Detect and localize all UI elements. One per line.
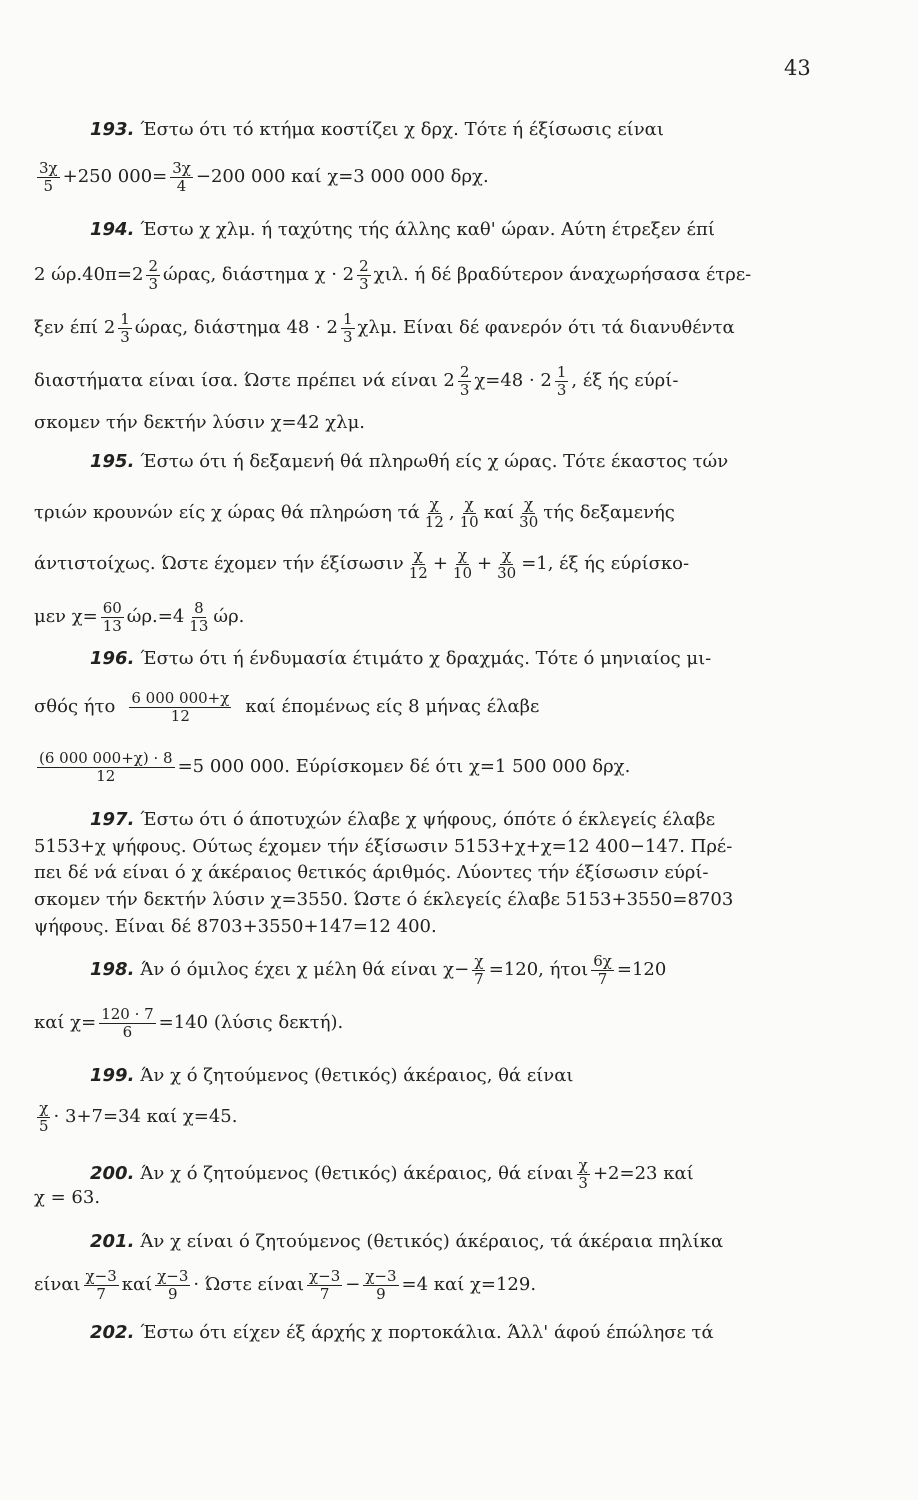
fraction <box>407 547 430 582</box>
text: καί <box>121 1274 153 1295</box>
problem-195-line-3: άντιστοίχως. Ώστε έχομεν τήν έξίσωσιν $\frac{\chi}{12}$ + $\frac{\chi}{10}$ + $\frac{\chi}{30}$ =1, έξ ής εύρίσκο- <box>34 545 690 582</box>
text: χιλ. ή δέ βραδύτερον άναχωρήσασα έτρε- <box>373 264 752 285</box>
text: , έξ ής εύρί- <box>571 370 679 391</box>
denominator: 3 <box>148 274 158 293</box>
text: ώρας, διάστημα 48 · 2 <box>134 317 338 338</box>
denominator: 12 <box>96 766 116 785</box>
problem-194-line-2 <box>34 258 854 292</box>
numerator: 120 · 7 <box>101 1004 154 1023</box>
problem-198-line-2 <box>34 1006 854 1040</box>
problem-193-line-2 <box>34 160 854 194</box>
numerator: 1 <box>342 309 353 328</box>
problem-number: 195. <box>90 451 135 472</box>
numerator: 1 <box>120 309 130 328</box>
problem-number: 197. <box>90 809 135 830</box>
numerator: 6 000 000+χ <box>131 688 230 707</box>
text: · 3+7=34 καί χ=45. <box>53 1106 238 1127</box>
denominator: 3 <box>359 274 369 293</box>
numerator: χ−3 <box>309 1266 341 1285</box>
problem-number: 198. <box>90 959 135 980</box>
text: ώρας, διάστημα χ · 2 <box>162 264 355 285</box>
text: =5 000 000. Εύρίσκομεν δέ ότι χ=1 500 000 δρχ. <box>177 756 631 777</box>
numerator: χ <box>39 1098 49 1117</box>
numerator: 2 <box>459 362 470 381</box>
numerator: 2 <box>148 256 158 275</box>
denominator: 13 <box>102 616 122 635</box>
text: 5153+χ ψήφους. Ούτως έχομεν τήν έξίσωσιν 5153+χ+χ=12 400−147. Πρέ- <box>34 836 733 857</box>
text: +250 000= <box>62 166 168 187</box>
text: Έστω χ χλμ. ή ταχύτης τής άλλης καθ' ώραν. Αύτη έτρεξεν έπί <box>140 219 715 240</box>
numerator: χ <box>429 494 439 513</box>
text: Άν ό όμιλος έχει χ μέλη θά είναι χ− <box>140 959 470 980</box>
fraction <box>363 1268 398 1303</box>
text: Έστω ότι τό κτήμα κοστίζει χ δρχ. Τότε ή έξίσωσις είναι <box>140 119 664 140</box>
problem-number: 194. <box>90 219 135 240</box>
problem-195-line-4 <box>34 600 854 634</box>
problem-197-line-5 <box>34 910 854 944</box>
problem-200-line-2 <box>34 1181 854 1215</box>
numerator: χ <box>464 494 474 513</box>
numerator: χ <box>457 545 467 564</box>
fraction <box>307 1268 342 1303</box>
problem-199-line-2 <box>34 1100 854 1134</box>
text: Έστω ότι ή δεξαμενή θά πληρωθή είς χ ώρας. Τότε έκαστος τών <box>140 451 729 472</box>
problem-196-line-1 <box>90 642 854 676</box>
denominator: 7 <box>96 1284 106 1303</box>
denominator: 10 <box>459 512 479 531</box>
problem-number: 202. <box>90 1322 135 1343</box>
text: πει δέ νά είναι ό χ άκέραιος θετικός άριθμός. Λύοντες τήν έξίσωσιν εύρί- <box>34 862 709 883</box>
text: τής δεξαμενής <box>543 502 675 523</box>
fraction <box>170 160 193 195</box>
problem-193-line-1 <box>90 113 854 147</box>
problem-196-line-2 <box>34 690 854 724</box>
text: =120, ήτοι <box>488 959 589 980</box>
numerator: 3χ <box>39 158 58 177</box>
denominator: 3 <box>556 380 567 399</box>
fraction <box>146 258 160 293</box>
problem-number: 193. <box>90 119 135 140</box>
text: =4 καί χ=129. <box>401 1274 537 1295</box>
numerator: 60 <box>102 598 122 617</box>
text: διαστήματα είναι ίσα. Ώστε πρέπει νά είναι 2 <box>34 370 455 391</box>
text: είναι <box>34 1274 81 1295</box>
denominator: 7 <box>597 969 608 988</box>
text: −200 000 καί χ=3 000 000 δρχ. <box>195 166 489 187</box>
text: χ = 63. <box>34 1187 101 1208</box>
fraction <box>84 1268 119 1303</box>
fraction <box>357 258 371 293</box>
text: καί έπομένως είς 8 μήνας έλαβε <box>245 696 540 717</box>
denominator: 6 <box>122 1022 133 1041</box>
problem-201-line-2: είναι $\frac{\chi-3}{7}$ καί $\frac{\chi-3}{9}$ · Ώστε είναι $\frac{\chi-3}{7}$ − $\frac{\chi-3}{9}$ =4 καί χ=129. <box>34 1266 537 1303</box>
text: χ=48 · 2 <box>474 370 552 391</box>
fraction <box>129 690 231 725</box>
numerator: 3χ <box>172 158 191 177</box>
text: 2 ώρ.40π=2 <box>34 264 144 285</box>
numerator: 8 <box>194 598 204 617</box>
text: σκομεν τήν δεκτήν λύσιν χ=3550. Ώστε ό έκλεγείς έλαβε 5153+3550=8703 <box>34 889 734 910</box>
numerator: χ <box>413 545 423 564</box>
fraction <box>37 1100 51 1135</box>
text: Έστω ότι είχεν έξ άρχής χ πορτοκάλια. Άλλ' άφού έπώλησε τά <box>140 1322 714 1343</box>
fraction <box>155 1268 190 1303</box>
problem-194-line-3 <box>34 311 854 345</box>
numerator: 1 <box>556 362 567 381</box>
denominator: 12 <box>424 512 444 531</box>
text: χλμ. Είναι δέ φανερόν ότι τά διανυθέντα <box>357 317 735 338</box>
text: καί χ= <box>34 1012 97 1033</box>
denominator: 3 <box>459 380 470 399</box>
text: σθός ήτο <box>34 696 116 717</box>
denominator: 12 <box>170 706 190 725</box>
fraction <box>118 311 132 346</box>
fraction <box>451 547 474 582</box>
numerator: χ <box>578 1155 588 1174</box>
fraction <box>341 311 355 346</box>
text: +2=23 καί <box>592 1163 694 1184</box>
text: ώρ.=4 <box>126 606 185 627</box>
numerator: 2 <box>359 256 369 275</box>
denominator: 3 <box>120 327 130 346</box>
fraction <box>187 600 210 635</box>
problem-194-line-5 <box>34 406 854 440</box>
numerator: χ <box>502 545 512 564</box>
problem-194-line-1 <box>90 213 854 247</box>
text: τριών κρουνών είς χ ώρας θά πληρώση τά <box>34 502 420 523</box>
text: · Ώστε είναι <box>193 1274 305 1295</box>
text: ώρ. <box>213 606 245 627</box>
text: ξεν έπί 2 <box>34 317 116 338</box>
problem-number: 199. <box>90 1065 135 1086</box>
text: Άν χ ό ζητούμενος (θετικός) άκέραιος, θά είναι <box>140 1065 574 1086</box>
numerator: χ−3 <box>157 1266 189 1285</box>
fraction <box>458 496 481 531</box>
denominator: 9 <box>168 1284 178 1303</box>
text: Έστω ότι ό άποτυχών έλαβε χ ψήφους, όπότε ό έκλεγείς έλαβε <box>140 809 716 830</box>
problem-198-line-1 <box>90 953 854 987</box>
problem-number: 201. <box>90 1231 135 1252</box>
problem-199-line-1 <box>90 1059 854 1093</box>
numerator: χ−3 <box>85 1266 117 1285</box>
denominator: 30 <box>497 563 517 582</box>
denominator: 30 <box>519 512 539 531</box>
numerator: 6χ <box>593 951 612 970</box>
fraction <box>101 600 124 635</box>
text: =1, έξ ής εύρίσκο- <box>521 553 690 574</box>
problem-202-line-1 <box>90 1316 854 1350</box>
fraction <box>495 547 518 582</box>
numerator: (6 000 000+χ) · 8 <box>39 748 173 767</box>
denominator: 10 <box>452 563 472 582</box>
text: καί <box>483 502 515 523</box>
fraction <box>555 364 569 399</box>
fraction <box>37 160 60 195</box>
problem-195-line-1 <box>90 445 854 479</box>
denominator: 7 <box>474 969 484 988</box>
denominator: 3 <box>578 1173 588 1192</box>
problem-194-line-4 <box>34 364 854 398</box>
problem-number: 200. <box>90 1163 135 1184</box>
text: Έστω ότι ή ένδυμασία έτιμάτο χ δραχμάς. Τότε ό μηνιαίος μι- <box>140 648 712 669</box>
problem-number: 196. <box>90 648 135 669</box>
fraction <box>37 750 175 785</box>
numerator: χ <box>524 494 534 513</box>
text: μεν χ= <box>34 606 98 627</box>
denominator: 3 <box>342 327 353 346</box>
text: =120 <box>616 959 667 980</box>
text: Άν χ είναι ό ζητούμενος (θετικός) άκέραιος, τά άκέραια πηλίκα <box>140 1231 724 1252</box>
denominator: 13 <box>189 616 209 635</box>
page-number: 43 <box>784 56 811 80</box>
problem-196-line-3 <box>34 750 854 784</box>
fraction <box>591 953 614 988</box>
denominator: 5 <box>43 176 54 195</box>
numerator: χ−3 <box>365 1266 397 1285</box>
denominator: 5 <box>39 1116 49 1135</box>
text: σκομεν τήν δεκτήν λύσιν χ=42 χλμ. <box>34 412 365 433</box>
denominator: 7 <box>319 1284 330 1303</box>
problem-195-line-2: τριών κρουνών είς χ ώρας θά πληρώση τά $\frac{\chi}{12}$ , $\frac{\chi}{10}$ καί $\frac{\chi}{30}$ τής δεξαμενής <box>34 494 675 531</box>
fraction <box>99 1006 155 1041</box>
problem-201-line-1 <box>90 1225 854 1259</box>
text: ψήφους. Είναι δέ 8703+3550+147=12 400. <box>34 916 437 937</box>
text: =140 (λύσις δεκτή). <box>158 1012 344 1033</box>
denominator: 12 <box>408 563 428 582</box>
denominator: 4 <box>176 176 187 195</box>
fraction <box>458 364 472 399</box>
denominator: 9 <box>376 1284 386 1303</box>
text: Άν χ ό ζητούμενος (θετικός) άκέραιος, θά είναι <box>140 1163 574 1184</box>
fraction <box>423 496 446 531</box>
text: άντιστοίχως. Ώστε έχομεν τήν έξίσωσιν <box>34 553 404 574</box>
fraction <box>472 953 486 988</box>
numerator: χ <box>474 951 484 970</box>
fraction <box>517 496 540 531</box>
